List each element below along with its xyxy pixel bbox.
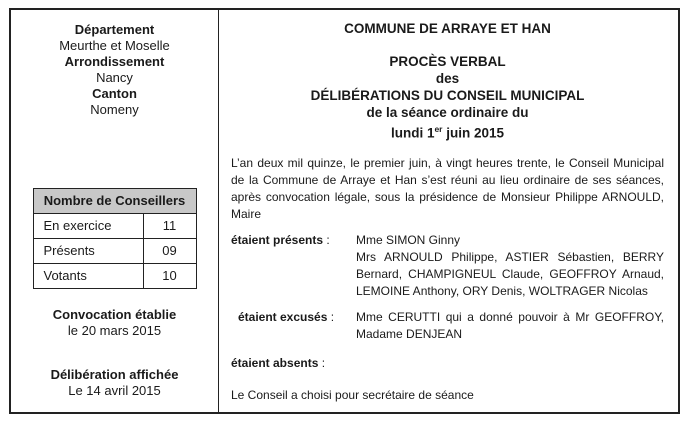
left-panel xyxy=(11,10,219,412)
councilors-table xyxy=(33,188,197,289)
row-label: Votants xyxy=(33,264,143,289)
main-content xyxy=(219,10,678,412)
table-row xyxy=(33,264,196,289)
session-date-ordinal: er xyxy=(434,124,443,134)
convocation-date: le 20 mars 2015 xyxy=(67,323,162,338)
secretary-line: Le Conseil a choisi pour secrétaire de séance xyxy=(231,387,474,402)
convocation-label: Convocation établie xyxy=(52,307,177,322)
session-date-suffix: juin 2015 xyxy=(442,125,505,141)
admin-header-block xyxy=(11,22,218,118)
colon-separator: : xyxy=(323,232,330,247)
doc-title-line4: de la séance ordinaire du xyxy=(366,105,529,120)
canton-value: Nomeny xyxy=(90,102,139,117)
colon-separator: : xyxy=(327,309,335,324)
arrondissement-label: Arrondissement xyxy=(64,54,165,69)
absents-entry xyxy=(231,355,664,372)
intro-paragraph: L’an deux mil quinze, le premier juin, à vingt heures trente, le Conseil Municipal de la Commune de Arraye et Han s’est réuni au lieu ordinaire de ses séances, après convocation légale, sous la présidence de Monsieur Philippe ARNOULD, Maire xyxy=(231,155,664,221)
convocation-block xyxy=(11,307,218,339)
session-date-prefix: lundi 1 xyxy=(390,125,435,141)
table-row xyxy=(33,214,196,239)
colon-separator: : xyxy=(318,355,326,370)
councilors-table-header: Nombre de Conseillers xyxy=(33,189,196,214)
presents-entry xyxy=(231,232,664,300)
doc-title-line1: PROCÈS VERBAL xyxy=(389,54,506,69)
absents-label: étaient absents xyxy=(231,355,319,370)
deliberation-date: Le 14 avril 2015 xyxy=(68,383,161,398)
doc-title-line3: DÉLIBÉRATIONS DU CONSEIL MUNICIPAL xyxy=(310,88,585,103)
commune-title: COMMUNE DE ARRAYE ET HAN xyxy=(344,21,551,36)
document-title-block xyxy=(231,53,664,142)
document-page xyxy=(9,8,680,414)
row-label: En exercice xyxy=(33,214,143,239)
presents-first-line: Mme SIMON Ginny xyxy=(356,232,461,247)
session-date-line xyxy=(231,121,664,142)
arrondissement-value: Nancy xyxy=(96,70,133,85)
row-label: Présents xyxy=(33,239,143,264)
table-row xyxy=(33,239,196,264)
presents-names xyxy=(356,232,664,300)
deliberation-label: Délibération affichée xyxy=(50,367,179,382)
presents-label: étaient présents : xyxy=(231,232,330,247)
department-label: Département xyxy=(74,22,155,37)
presents-other-names: Mrs ARNOULD Philippe, ASTIER Sébastien, BERRY Bernard, CHAMPIGNEUL Claude, GEOFFROY Arnaud, LEMOINE Anthony, ORY Denis, WOLTRAGER Nicolas xyxy=(356,249,664,298)
row-value: 11 xyxy=(143,214,196,239)
doc-title-line2: des xyxy=(435,71,460,86)
excuses-names: Mme CERUTTI qui a donné pouvoir à Mr GEOFFROY, Madame DENJEAN xyxy=(356,309,664,341)
canton-label: Canton xyxy=(92,86,137,101)
row-value: 09 xyxy=(143,239,196,264)
deliberation-block xyxy=(11,367,218,399)
excuses-label: étaient excusés : xyxy=(238,309,335,324)
row-value: 10 xyxy=(143,264,196,289)
councilors-table-header-row xyxy=(33,189,196,214)
department-value: Meurthe et Moselle xyxy=(59,38,170,53)
excuses-entry xyxy=(231,309,664,343)
